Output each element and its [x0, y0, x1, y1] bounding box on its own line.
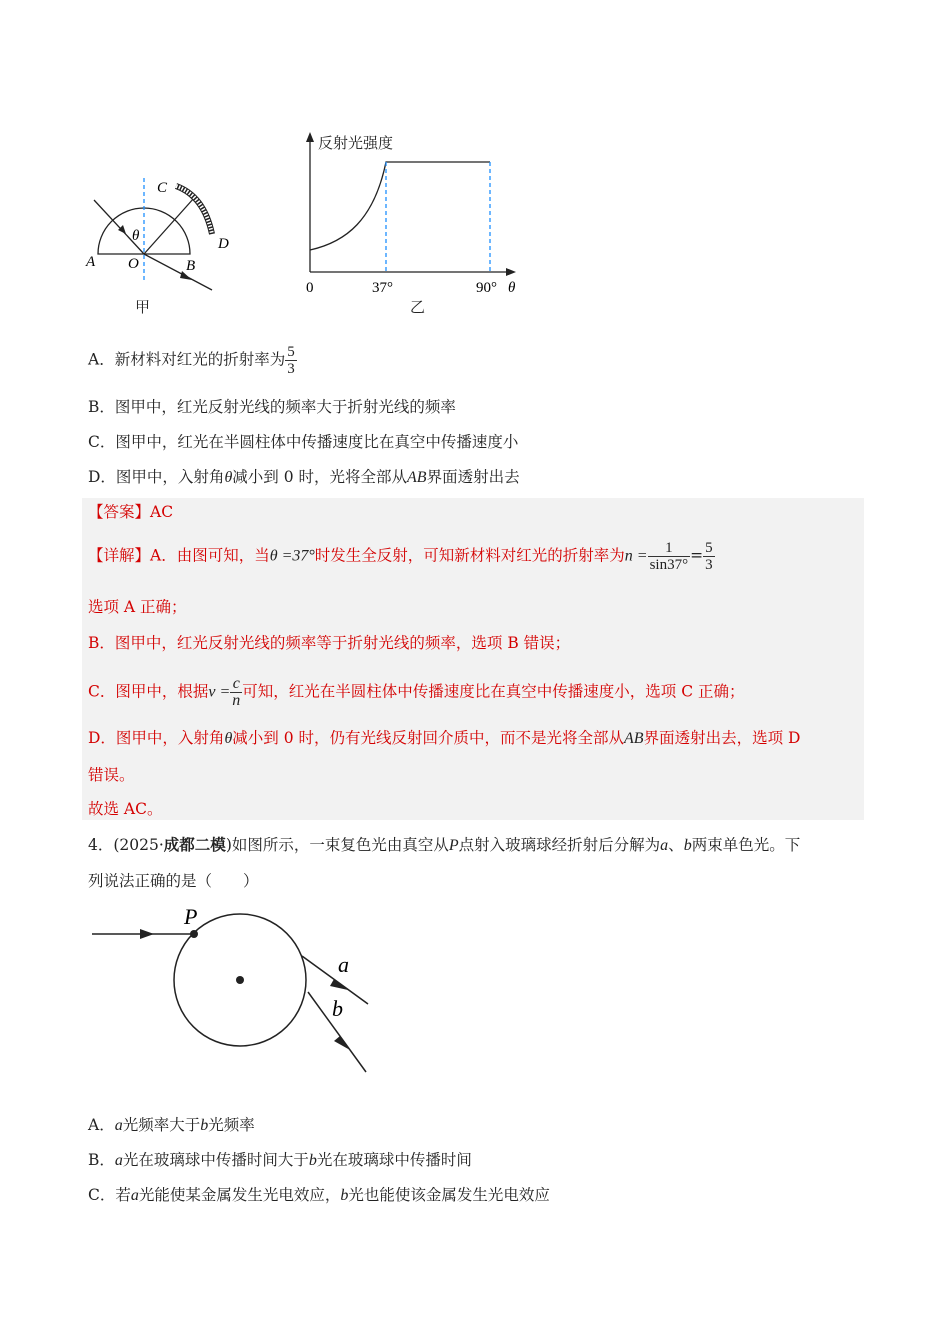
- incident-beam-arrow-icon: [140, 929, 154, 939]
- label-a: a: [338, 952, 349, 977]
- fraction-5-3-result: $\frac{5}{3}$: [705, 540, 713, 573]
- q3-option-a: A．新材料对红光的折射率为 $\frac{5}{3}$: [88, 344, 295, 377]
- refracted-ray: [144, 254, 212, 290]
- y-axis-label: 反射光强度: [318, 134, 394, 152]
- ray-a-arrow-icon: [330, 979, 348, 990]
- q3-option-b: B．图甲中，红光反射光线的频率大于折射光线的频率: [88, 398, 456, 416]
- label-P: P: [184, 904, 198, 929]
- detail-line-b: B．图甲中，红光反射光线的频率等于折射光线的频率，选项 B 错误；: [88, 634, 571, 652]
- y-axis-arrow-icon: [306, 132, 314, 142]
- figure-yi-caption: 乙: [410, 298, 426, 316]
- q4-option-b: B．a光在玻璃球中传播时间大于b光在玻璃球中传播时间: [88, 1151, 472, 1169]
- detail-line-d: D．图甲中，入射角θ减小到 0 时，仍有光线反射回介质中，而不是光将全部从AB界面透射出去，选项 D: [88, 729, 801, 747]
- detail-line-d-cont: 错误。: [88, 766, 135, 784]
- fraction-5-3: $\frac{5}{3}$: [287, 344, 295, 377]
- detail-line-c: C．图甲中，根据v = $\frac{c}{n}$ 可知，红光在半圆柱体中传播速度比在真空中传播速度小，选项 C 正确；: [88, 675, 745, 709]
- q3-option-c: C．图甲中，红光在半圆柱体中传播速度比在真空中传播速度小: [88, 433, 519, 451]
- q4-option-a: A．a光频率大于b光频率: [88, 1116, 255, 1134]
- detail-line-a: 【详解】A．由图可知，当θ =37°时发生全反射，可知新材料对红光的折射率为n = $\frac{1}{\sin 37^\circ}$ = $\frac{5}{3}$: [88, 540, 713, 573]
- figure-jia: [82, 170, 252, 320]
- figure-yi: [296, 128, 536, 298]
- label-B: B: [186, 258, 196, 274]
- answer-line: 【答案】AC: [88, 503, 174, 521]
- label-b: b: [332, 996, 343, 1021]
- label-theta: θ: [132, 228, 140, 244]
- label-O: O: [128, 256, 139, 272]
- sphere-center-dot: [236, 976, 244, 984]
- figure-jia-caption: 甲: [135, 298, 151, 316]
- tick-label-90: 90°: [476, 280, 497, 296]
- point-p-dot: [190, 930, 198, 938]
- tick-label-37: 37°: [372, 280, 393, 296]
- x-axis-label: θ: [508, 280, 516, 296]
- detail-line-a-correct: 选项 A 正确；: [88, 598, 187, 616]
- q3-option-d: D．图甲中，入射角θ减小到 0 时，光将全部从AB界面透射出去: [88, 468, 520, 486]
- label-D: D: [218, 236, 229, 252]
- intensity-curve: [310, 162, 490, 250]
- q4-stem-line2: 列说法正确的是（ ）: [88, 872, 259, 890]
- reflected-ray: [144, 198, 194, 254]
- label-C: C: [157, 180, 168, 196]
- origin-label: 0: [306, 280, 314, 296]
- label-A: A: [86, 254, 96, 270]
- q4-option-c: C．若a光能使某金属发生光电效应，b光也能使该金属发生光电效应: [88, 1186, 550, 1204]
- x-axis-arrow-icon: [506, 268, 516, 276]
- q4-stem-line1: 4．(2025·成都二模)如图所示，一束复色光由真空从P点射入玻璃球经折射后分解为a、b两束单色光。下: [88, 835, 801, 854]
- fraction-1-sin37: $\frac{1}{\sin 37^\circ}$: [649, 540, 689, 573]
- fraction-c-n: $\frac{c}{n}$: [232, 675, 241, 709]
- conclusion-line: 故选 AC。: [88, 800, 163, 818]
- figure-glass-sphere: [86, 900, 386, 1080]
